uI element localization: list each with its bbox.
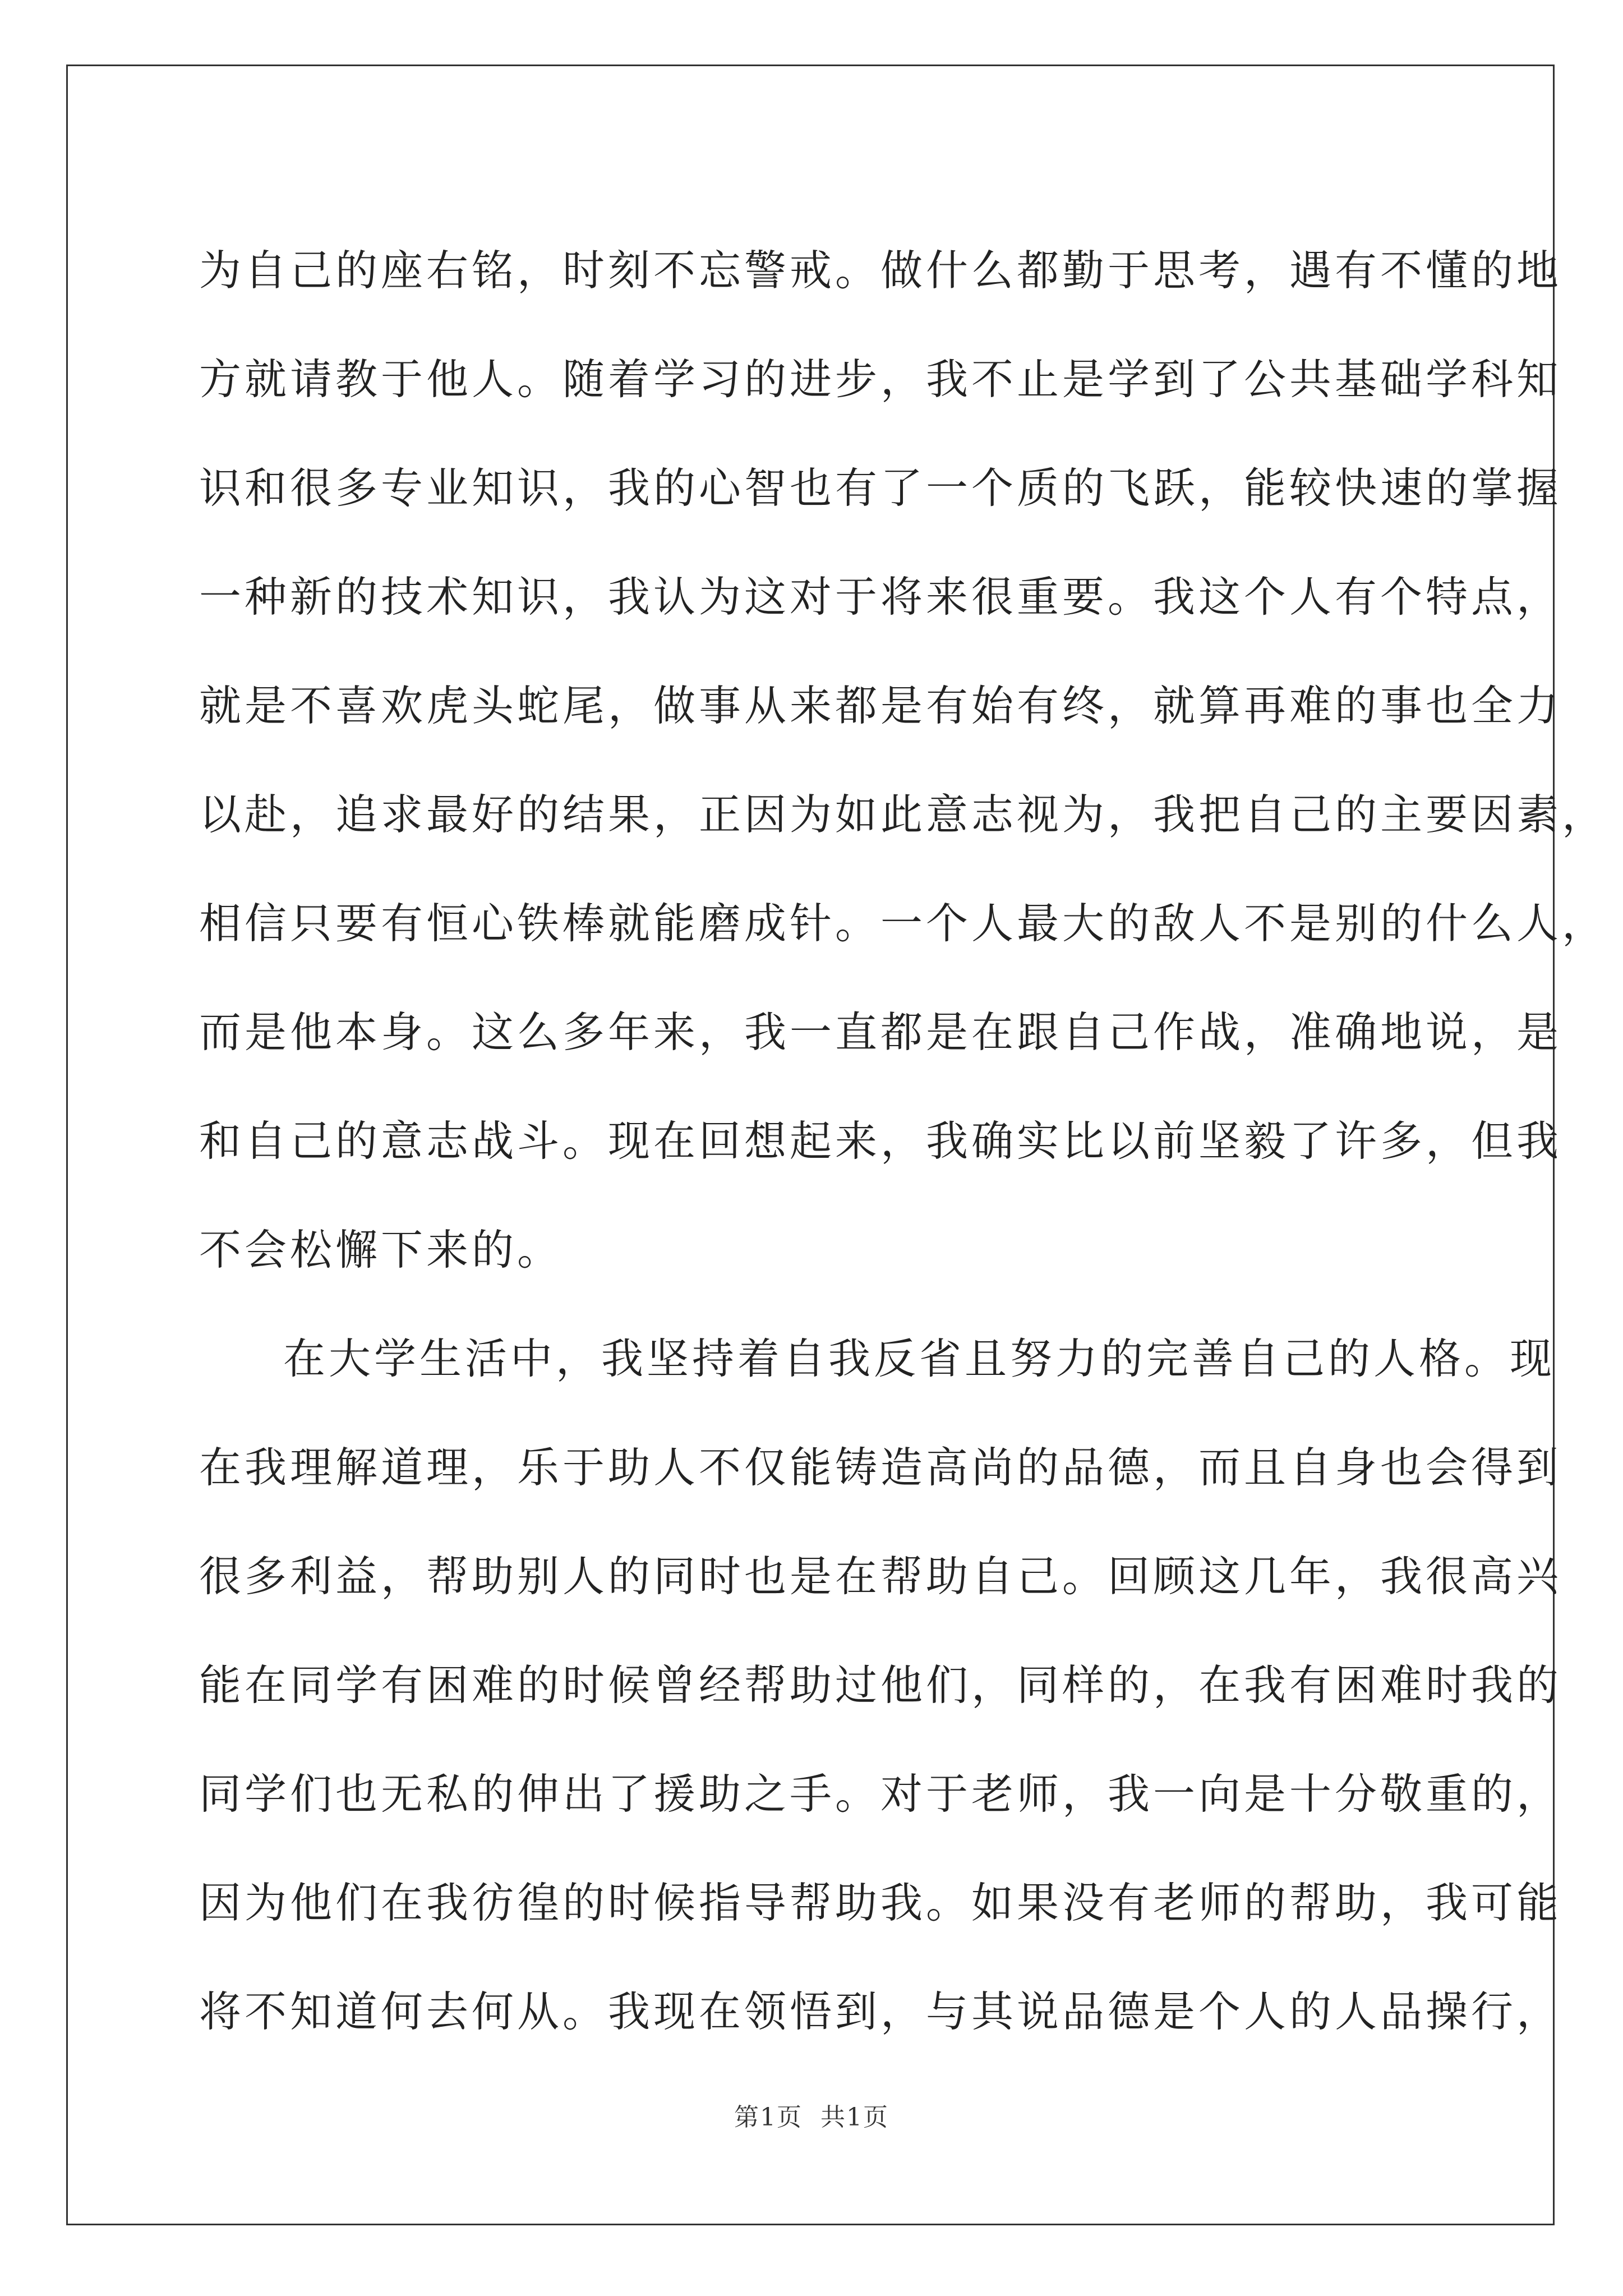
page-total: 共1页: [820, 2103, 889, 2132]
text-line: 以赴，追求最好的结果，正因为如此意志视为，我把自己的主要因素，: [199, 790, 1608, 839]
text-line: 很多利益，帮助别人的同时也是在帮助自己。回顾这几年，我很高兴: [199, 1552, 1562, 1601]
text-line: 同学们也无私的伸出了援助之手。对于老师，我一向是十分敬重的，: [199, 1769, 1562, 1819]
text-line: 在我理解道理，乐于助人不仅能铸造高尚的品德，而且自身也会得到: [199, 1443, 1562, 1492]
document-body: [199, 216, 1608, 2066]
text-line: 就是不喜欢虎头蛇尾，做事从来都是有始有终，就算再难的事也全力: [199, 681, 1562, 730]
page-footer: [0, 2097, 1623, 2133]
text-line: 和自己的意志战斗。现在回想起来，我确实比以前坚毅了许多，但我: [199, 1116, 1562, 1166]
text-line: 将不知道何去何从。我现在领悟到，与其说品德是个人的人品操行，: [199, 1987, 1562, 2036]
text-line: 一种新的技术知识，我认为这对于将来很重要。我这个人有个特点，: [199, 572, 1562, 622]
text-line: 相信只要有恒心铁棒就能磨成针。一个人最大的敌人不是别的什么人，: [199, 899, 1608, 948]
text-line: 而是他本身。这么多年来，我一直都是在跟自己作战，准确地说，是: [199, 1007, 1562, 1057]
text-line: 因为他们在我彷徨的时候指导帮助我。如果没有老师的帮助，我可能: [199, 1878, 1562, 1927]
paragraph-start-line: 在大学生活中，我坚持着自我反省且努力的完善自己的人格。现: [283, 1334, 1556, 1383]
text-line: 方就请教于他人。随着学习的进步，我不止是学到了公共基础学科知: [199, 355, 1562, 404]
text-line: 识和很多专业知识，我的心智也有了一个质的飞跃，能较快速的掌握: [199, 463, 1562, 513]
page-number: 第1页: [734, 2103, 803, 2132]
text-line: 不会松懈下来的。: [199, 1225, 563, 1274]
text-line: 为自己的座右铭，时刻不忘警戒。做什么都勤于思考，遇有不懂的地: [199, 246, 1562, 295]
text-line: 能在同学有困难的时候曾经帮助过他们，同样的，在我有困难时我的: [199, 1660, 1562, 1710]
